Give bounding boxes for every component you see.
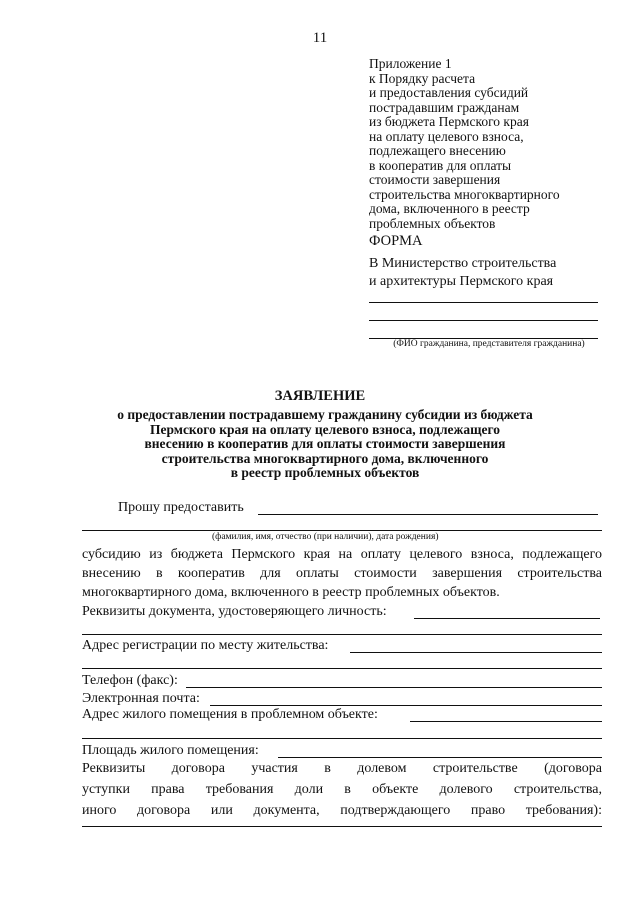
appendix-line: к Порядку расчета [369, 70, 476, 86]
problem-address-input-2[interactable] [82, 738, 602, 739]
appendix-line: и предоставления субсидий [369, 85, 529, 100]
email-label: Электронная почта: [82, 691, 200, 706]
addressee-block [369, 255, 619, 291]
addressee-line-1: В Министерство строительства [369, 256, 557, 271]
request-caption: (фамилия, имя, отчество (при наличии), дата рождения) [212, 532, 439, 542]
id-document-input[interactable] [414, 618, 600, 619]
fio-blank-line-1[interactable] [369, 302, 598, 303]
appendix-line: Приложение 1 [369, 56, 452, 71]
area-label: Площадь жилого помещения: [82, 743, 259, 758]
problem-address-label: Адрес жилого помещения в проблемном объекте: [82, 707, 378, 722]
contract-line: уступки права требования доли в объекте долевого строительства, [82, 782, 602, 797]
email-input[interactable] [210, 705, 602, 706]
appendix-line: подлежащего внесению [369, 143, 506, 158]
appendix-line: проблемных объектов [369, 215, 496, 231]
subtitle-line: строительства многоквартирного дома, включенного [161, 450, 489, 466]
document-title: ЗАЯВЛЕНИЕ [274, 388, 366, 404]
appendix-line: на оплату целевого взноса, [369, 128, 524, 144]
area-input[interactable] [278, 757, 602, 758]
id-document-input-2[interactable] [82, 634, 602, 635]
fio-caption: (ФИО гражданина, представителя гражданина) [393, 339, 585, 349]
appendix-line: пострадавшим гражданам [369, 99, 520, 115]
appendix-line: дома, включенного в реестр [369, 201, 530, 216]
addressee-line-2: и архитектуры Пермского края [369, 274, 554, 289]
request-label: Прошу предоставить [118, 500, 244, 515]
subtitle-line: в реестр проблемных объектов [230, 465, 420, 480]
phone-input[interactable] [186, 687, 602, 688]
registration-label: Адрес регистрации по месту жительства: [82, 638, 329, 653]
request-blank-line-2[interactable] [82, 530, 602, 531]
paragraph-line: многоквартирного дома, включенного в реестр проблемных объектов. [82, 585, 500, 600]
registration-input-2[interactable] [82, 668, 602, 669]
page-number: 11 [312, 30, 328, 46]
id-document-label: Реквизиты документа, удостоверяющего личность: [82, 604, 387, 619]
appendix-line: стоимости завершения [369, 172, 501, 187]
form-label: ФОРМА [369, 233, 423, 249]
request-blank-line[interactable] [258, 514, 598, 515]
appendix-line: в кооператив для оплаты [369, 157, 512, 173]
registration-input[interactable] [350, 652, 602, 653]
problem-address-input[interactable] [410, 721, 602, 722]
phone-label: Телефон (факс): [82, 673, 178, 688]
contract-line: Реквизиты договора участия в долевом строительстве (договора [82, 761, 602, 776]
appendix-line: строительства многоквартирного [369, 186, 560, 202]
appendix-block [369, 57, 619, 231]
subtitle-line: Пермского края на оплату целевого взноса, подлежащего [149, 421, 501, 437]
fio-blank-line-2[interactable] [369, 320, 598, 321]
contract-line: иного договора или документа, подтверждающего право требования): [82, 803, 602, 818]
subtitle-line: внесению в кооператив для оплаты стоимости завершения [144, 436, 506, 451]
paragraph-line: внесению в кооператив для оплаты стоимости завершения строительства [82, 566, 602, 581]
contract-input[interactable] [82, 826, 602, 827]
appendix-line: из бюджета Пермского края [369, 114, 529, 129]
document-subtitle [100, 408, 550, 481]
paragraph-line: субсидию из бюджета Пермского края на оплату целевого взноса, подлежащего [82, 547, 602, 562]
subtitle-line: о предоставлении пострадавшему гражданину субсидии из бюджета [117, 407, 533, 422]
